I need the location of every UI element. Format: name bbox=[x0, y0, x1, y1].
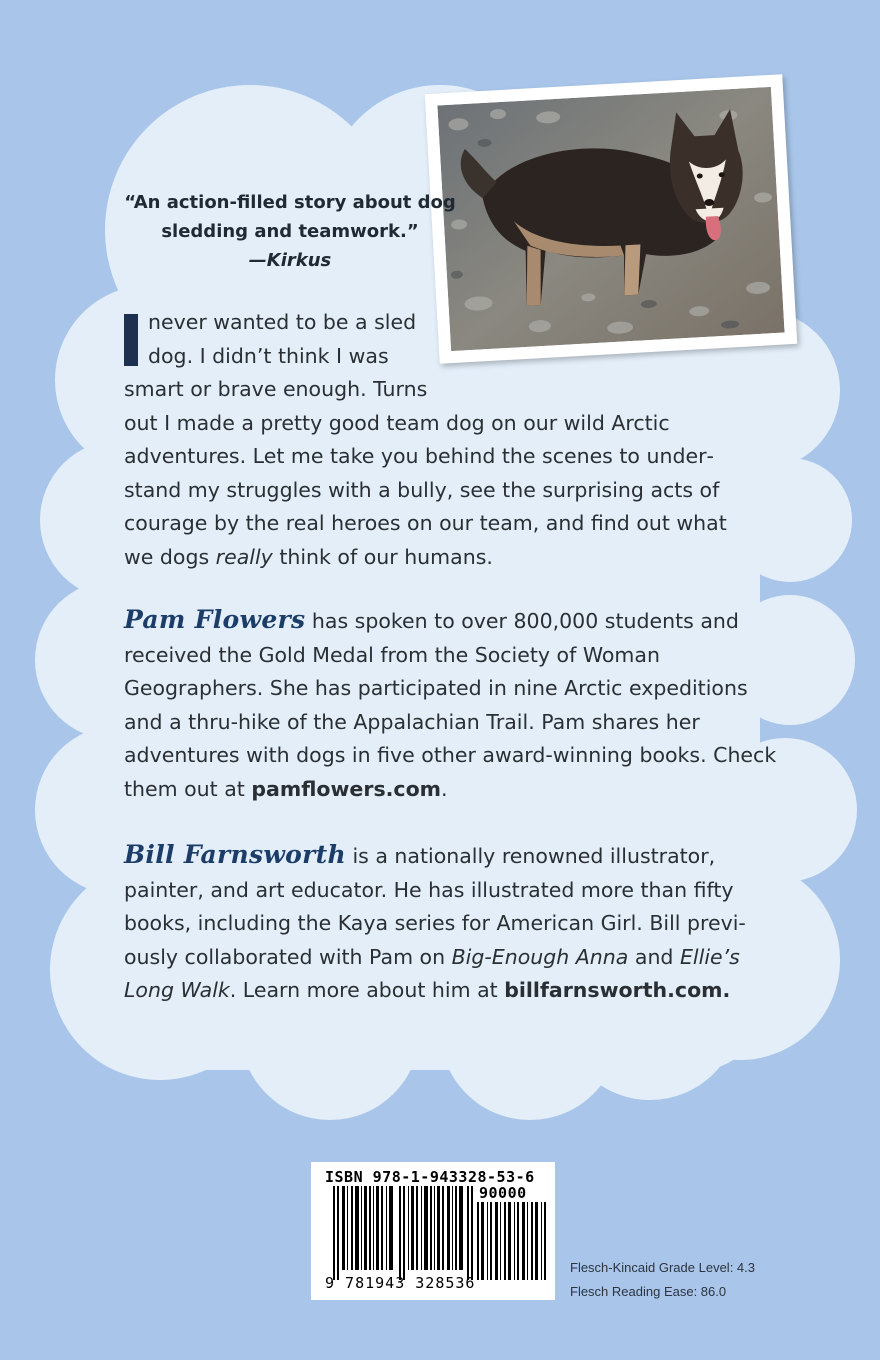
author-website-link[interactable]: pamflowers.com bbox=[251, 776, 442, 801]
intro-rest: out I made a pretty good team dog on our wild Arctic adventures. Let me take you behind the scenes to understand my struggles with a bully, see the surprising acts of courage by the real heroes on our team, and find out what we dogs bbox=[124, 410, 727, 569]
author-name: Pam Flowers bbox=[124, 605, 306, 634]
book-title-2: Ellie’s Long Walk bbox=[124, 944, 740, 1002]
author-bio bbox=[124, 603, 784, 806]
review-quote bbox=[120, 188, 460, 275]
intro-line-1: never wanted to be a sled bbox=[148, 310, 417, 334]
intro-line-3: smart or brave enough. Turns bbox=[124, 377, 428, 401]
book-title-1: Big-Enough Anna bbox=[451, 944, 629, 969]
author-text: has spoken to over 800,000 students and received the Gold Medal from the Society of Woman Geographers. She has participated in nine Arctic expeditions and a thru-hike of the Appalachian Trail. Pam shares her adventures with dogs in five other award-winning books. Check them out at bbox=[124, 609, 777, 801]
ean-barcode-bars bbox=[333, 1186, 473, 1280]
dropcap-i bbox=[124, 314, 138, 366]
intro-line-2: dog. I didn’t think I was bbox=[148, 343, 389, 368]
quote-attribution: —Kirkus bbox=[248, 250, 332, 271]
intro-blurb bbox=[124, 306, 744, 574]
quote-text: “An action-filled story about dog sledding and teamwork.” bbox=[124, 192, 456, 242]
isbn-barcode bbox=[311, 1162, 555, 1300]
illustrator-website-link[interactable]: billfarnsworth.com. bbox=[504, 978, 731, 1002]
author-text-end: . bbox=[441, 776, 448, 801]
price-barcode-bars bbox=[477, 1202, 547, 1280]
illustrator-text-3: . Learn more about him at bbox=[229, 978, 505, 1002]
isbn-label: ISBN 978-1-943328-53-6 bbox=[325, 1168, 535, 1186]
intro-end: think of our humans. bbox=[272, 544, 493, 569]
illustrator-text-1: is a nationally renowned illustrator, painter, and art educator. He has illustrated more than fifty books, including the Kaya series for American Girl. Bill previously collaborated with Pam on bbox=[124, 844, 746, 969]
grade-level: Flesch-Kincaid Grade Level: 4.3 bbox=[570, 1260, 755, 1275]
illustrator-name: Bill Farnsworth bbox=[124, 840, 346, 869]
intro-emphasis: really bbox=[215, 544, 273, 569]
ean-number: 9 781943 328536 bbox=[325, 1274, 476, 1292]
readability-stats bbox=[570, 1256, 755, 1304]
illustrator-bio bbox=[124, 838, 764, 1008]
price-code: 90000 bbox=[479, 1184, 527, 1202]
reading-ease: Flesch Reading Ease: 86.0 bbox=[570, 1284, 727, 1299]
illustrator-text-2: and bbox=[628, 944, 680, 969]
